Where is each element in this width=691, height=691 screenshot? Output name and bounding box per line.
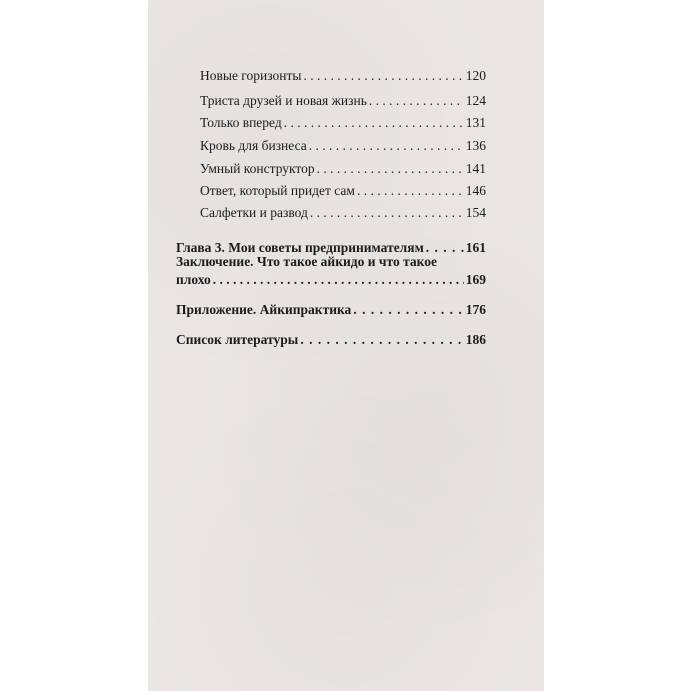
toc-conclusion-second-line bbox=[176, 272, 486, 288]
leader-dots bbox=[303, 68, 463, 84]
toc-entry bbox=[200, 68, 486, 84]
toc-entry bbox=[200, 138, 486, 154]
toc-entry bbox=[200, 161, 486, 177]
toc-chapter-title: Глава 3. Мои советы предпринимателям bbox=[176, 240, 424, 255]
toc-chapter-page: 161 bbox=[465, 240, 486, 255]
toc-entry-title: Салфетки и развод bbox=[200, 205, 308, 220]
toc-entry-page: 131 bbox=[465, 115, 486, 130]
leader-dots bbox=[317, 161, 464, 177]
toc-conclusion-entry bbox=[176, 254, 486, 288]
toc-conclusion-title-line1: Заключение. Что такое айкидо и что такое bbox=[176, 254, 437, 269]
leader-dots bbox=[213, 272, 464, 288]
toc-entry bbox=[200, 93, 486, 109]
toc-bibliography-page: 186 bbox=[465, 332, 486, 347]
leader-dots bbox=[353, 302, 463, 318]
toc-entry-title: Триста друзей и новая жизнь bbox=[200, 93, 367, 108]
toc-entry-title: Ответ, который придет сам bbox=[200, 183, 355, 198]
toc-entry bbox=[200, 115, 486, 131]
leader-dots bbox=[357, 183, 464, 199]
toc-entry-title: Кровь для бизнеса bbox=[200, 138, 307, 153]
toc-conclusion-page: 169 bbox=[465, 272, 486, 287]
leader-dots bbox=[300, 332, 463, 348]
toc-entry-page: 146 bbox=[465, 183, 486, 198]
toc-entry-page: 154 bbox=[465, 205, 486, 220]
toc-appendix-entry bbox=[176, 302, 486, 318]
toc-bibliography-entry bbox=[176, 332, 486, 348]
toc-bibliography-title: Список литературы bbox=[176, 332, 299, 347]
toc-entry-page: 136 bbox=[465, 138, 486, 153]
leader-dots bbox=[284, 115, 464, 131]
leader-dots bbox=[309, 138, 464, 154]
toc-entry-page: 141 bbox=[465, 161, 486, 176]
toc-entry-page: 124 bbox=[465, 93, 486, 108]
toc-entry bbox=[200, 205, 486, 221]
toc-entry-title: Умный конструктор bbox=[200, 161, 315, 176]
leader-dots bbox=[369, 93, 464, 109]
toc-conclusion-title-line2: плохо bbox=[176, 272, 211, 287]
toc-entry bbox=[200, 183, 486, 199]
toc-appendix-title: Приложение. Айкипрактика bbox=[176, 302, 352, 317]
leader-dots bbox=[310, 205, 464, 221]
toc-entry-title: Новые горизонты bbox=[200, 68, 302, 83]
toc-entry-title: Только вперед bbox=[200, 115, 282, 130]
toc-appendix-page: 176 bbox=[465, 302, 486, 317]
toc-entry-page: 120 bbox=[465, 68, 486, 83]
